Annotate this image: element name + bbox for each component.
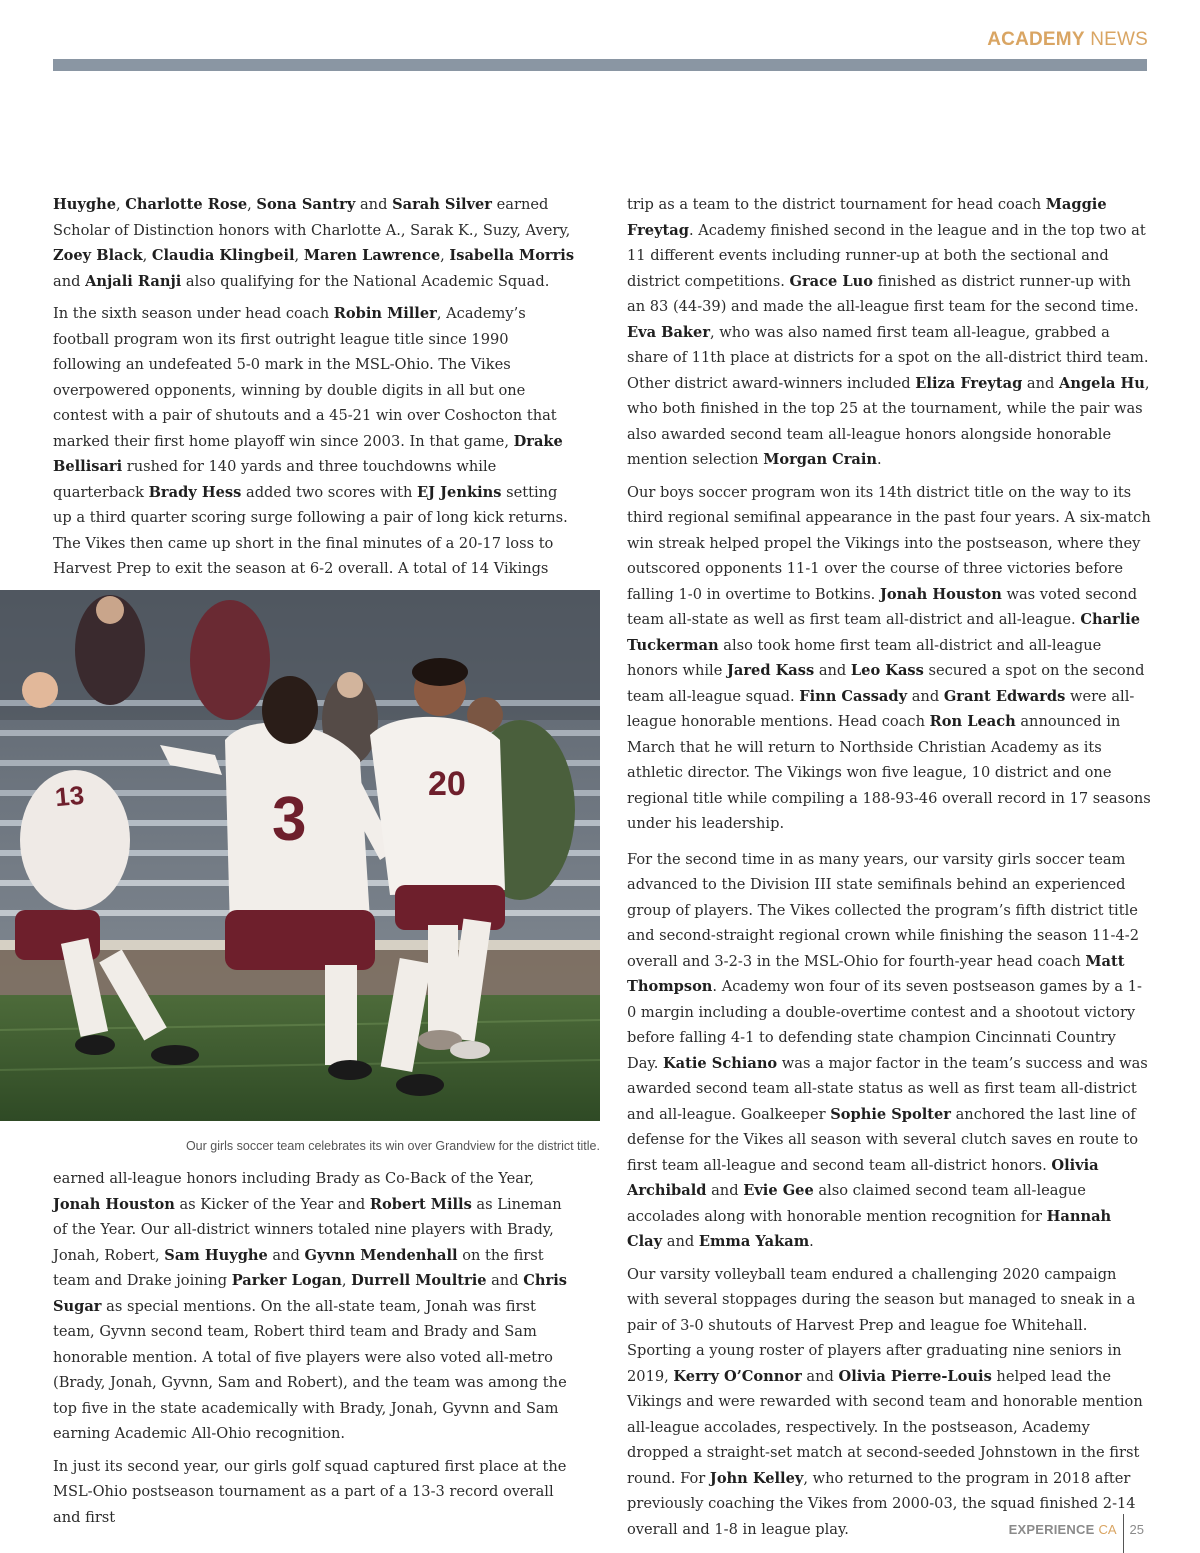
person-name: Brady Hess	[148, 483, 242, 501]
person-name: Maggie Freytag	[627, 196, 1107, 239]
person-name: Durrell Moultrie	[351, 1272, 487, 1289]
person-name: Sona Santry	[256, 196, 356, 213]
person-name: John Kelley	[709, 1469, 804, 1487]
person-name: Hannah Clay	[627, 1207, 1112, 1250]
person-name: Drake Bellisari	[53, 432, 563, 475]
paragraph-boys-soccer: Our boys soccer program won its 14th district title on the way to its third regional semifinal appearance in the past four years. A six-match win streak helped propel the Vikings into the postseason, where they outscored opponents 11-1 over the course of three victories before falling 1-0 in overtime to Botkins. Jonah Houston was voted second team all-state as well as first team all-district and all-league. Charlie Tuckerman also took home first team all-district and all-league honors while Jared Kass and Leo Kass secured a spot on the second team all-league squad. Finn Cassady and Grant Edwards were all-league honorable mentions. Head coach Ron Leach announced in March that he will return to Northside Christian Academy as its athletic director. The Vikings won five league, 10 district and one regional title while compiling a 188-93-46 overall record in 17 seasons under his leadership.	[627, 483, 1151, 832]
person-name: Robin Miller	[333, 305, 437, 322]
person-name: Jared Kass	[726, 662, 815, 679]
right-column	[627, 192, 1151, 1549]
person-name: Huyghe	[53, 196, 116, 213]
footer-brand: EXPERIENCE	[1008, 1521, 1095, 1537]
person-name: Claudia Klingbeil	[151, 247, 295, 264]
person-name: Chris Sugar	[53, 1272, 567, 1315]
person-name: Parker Logan	[231, 1272, 342, 1289]
person-name: Isabella Morris	[449, 247, 575, 264]
person-name: Sarah Silver	[392, 196, 492, 213]
person-name: Olivia Archibald	[627, 1156, 1099, 1199]
paragraph-volleyball: Our varsity volleyball team endured a challenging 2020 campaign with several stoppages during the season but managed to sneak in a pair of 3-0 shutouts of Harvest Prep and league foe Whitehall. Sporting a young roster of players after graduating nine seniors in 2019, Kerry O’Connor and Olivia Pierre-Louis helped lead the Vikings and were rewarded with second team and honorable mention all-league accolades, respectively. In the postseason, Academy dropped a straight-set match at second-seeded Johnstown in the first round. For John Kelley, who returned to the program in 2018 after previously coaching the Vikes from 2000-03, the squad finished 2-14 overall and 1-8 in league play.	[627, 1265, 1143, 1538]
person-name: Sam Huyghe	[164, 1246, 268, 1264]
paragraph-golf-continued: trip as a team to the district tournament for head coach Maggie Freytag. Academy finished second in the league and in the top two at 11 different events including runner-up at both the sectional and district competitions. Grace Luo finished as district runner-up with an 83 (44-39) and made the all-league first team for the second time. Eva Baker, who was also named first team all-league, grabbed a share of 11th place at districts for a spot on the all-district third team. Other district award-winners included Eliza Freytag and Angela Hu, who both finished in the top 25 at the tournament, while the pair was also awarded second team all-league honors alongside honorable mention selection Morgan Crain.	[627, 196, 1150, 468]
paragraph-academic-honors: Huyghe, Charlotte Rose, Sona Santry and Sarah Silver earned Scholar of Distinction honors with Charlotte A., Sarak K., Suzy, Avery, Zoey Black, Claudia Klingbeil, Maren Lawrence, Isabella Morris and Anjali Ranji also qualifying for the National Academic Squad.	[53, 196, 575, 290]
section-header	[987, 29, 1148, 51]
person-name: Morgan Crain	[763, 451, 878, 468]
page-footer	[1009, 1504, 1144, 1553]
jersey-number-20: 20	[428, 765, 466, 803]
person-name: EJ Jenkins	[417, 483, 502, 501]
footer-brand-accent: CA	[1098, 1521, 1117, 1537]
person-name: Matt Thompson	[627, 952, 1125, 995]
person-name: Zoey Black	[53, 247, 143, 264]
person-name: Olivia Pierre-Louis	[838, 1367, 992, 1385]
person-name: Katie Schiano	[663, 1054, 778, 1072]
person-name: Jonah Houston	[53, 1195, 175, 1213]
person-name: Sophie Spolter	[830, 1105, 951, 1123]
person-name: Gyvnn Mendenhall	[304, 1246, 458, 1264]
person-name: Eliza Freytag	[915, 374, 1023, 392]
left-column-bottom	[53, 1166, 575, 1537]
jersey-number-3: 3	[272, 785, 307, 854]
person-name: Grace Luo	[789, 272, 873, 290]
person-name: Charlie Tuckerman	[627, 611, 1141, 654]
header-rule	[53, 59, 1147, 71]
person-name: Charlotte Rose	[125, 196, 248, 213]
photo-caption: Our girls soccer team celebrates its win over Grandview for the district title.	[185, 1139, 600, 1153]
person-name: Leo Kass	[850, 662, 924, 679]
person-name: Evie Gee	[743, 1182, 814, 1199]
paragraph-football-honors: earned all-league honors including Brady as Co-Back of the Year, Jonah Houston as Kicker of the Year and Robert Mills as Lineman of the Year. Our all-district winners totaled nine players with Brady, Jonah, Robert, Sam Huyghe and Gyvnn Mendenhall on the first team and Drake joining Parker Logan, Durrell Moultrie and Chris Sugar as special mentions. On the all-state team, Jonah was first team, Gyvnn second team, Robert third team and Brady and Sam honorable mention. A total of five players were also voted all-metro (Brady, Jonah, Gyvnn, Sam and Robert), and the team was among the top five in the state academically with Brady, Jonah, Gyvnn and Sam earning Academic All-Ohio recognition.	[53, 1170, 567, 1442]
person-name: Grant Edwards	[943, 687, 1066, 705]
person-name: Robert Mills	[369, 1195, 472, 1213]
person-name: Anjali Ranji	[85, 272, 182, 290]
person-name: Angela Hu	[1059, 374, 1145, 392]
page-number: 25	[1129, 1521, 1144, 1537]
person-name: Finn Cassady	[799, 687, 908, 705]
footer-divider	[1123, 1514, 1124, 1553]
paragraph-girls-soccer: For the second time in as many years, our varsity girls soccer team advanced to the Division III state semifinals behind an experienced group of players. The Vikes collected the program’s fifth district title and second-straight regional crown while finishing the season 11-4-2 overall and 3-2-3 in the MSL-Ohio for fourth-year head coach Matt Thompson. Academy won four of its seven postseason games by a 1-0 margin including a double-overtime contest and a shootout victory before falling 4-1 to defending state champion Cincinnati Country Day. Katie Schiano was a major factor in the team’s success and was awarded second team all-state status as well as first team all-district and all-league. Goalkeeper Sophie Spolter anchored the last line of defense for the Vikes all season with several clutch saves en route to first team all-league and second team all-district honors. Olivia Archibald and Evie Gee also claimed second team all-league accolades along with honorable mention recognition for Hannah Clay and Emma Yakam.	[627, 850, 1148, 1250]
left-column-top	[53, 192, 575, 589]
person-name: Emma Yakam	[698, 1233, 810, 1250]
section-header-light: NEWS	[1090, 29, 1148, 50]
person-name: Ron Leach	[929, 713, 1016, 730]
paragraph-girls-golf: In just its second year, our girls golf squad captured first place at the MSL-Ohio postseason tournament as a part of a 13-3 record overall and first	[53, 1457, 567, 1526]
section-header-bold: ACADEMY	[987, 29, 1085, 50]
person-name: Jonah Houston	[879, 585, 1002, 603]
jersey-number-13: 13	[53, 779, 86, 813]
soccer-celebration-photo	[0, 590, 600, 1121]
person-name: Kerry O’Connor	[673, 1367, 802, 1385]
person-name: Eva Baker	[627, 323, 711, 341]
person-name: Maren Lawrence	[303, 247, 441, 264]
paragraph-football: In the sixth season under head coach Robin Miller, Academy’s football program won its first outright league title since 1990 following an undefeated 5-0 mark in the MSL-Ohio. The Vikes overpowered opponents, winning by double digits in all but one contest with a pair of shutouts and a 45-21 win over Coshocton that marked their first home playoff win since 2003. In that game, Drake Bellisari rushed for 140 yards and three touchdowns while quarterback Brady Hess added two scores with EJ Jenkins setting up a third quarter scoring surge following a pair of long kick returns. The Vikes then came up short in the final minutes of a 20-17 loss to Harvest Prep to exit the season at 6-2 overall. A total of 14 Vikings	[53, 305, 568, 577]
